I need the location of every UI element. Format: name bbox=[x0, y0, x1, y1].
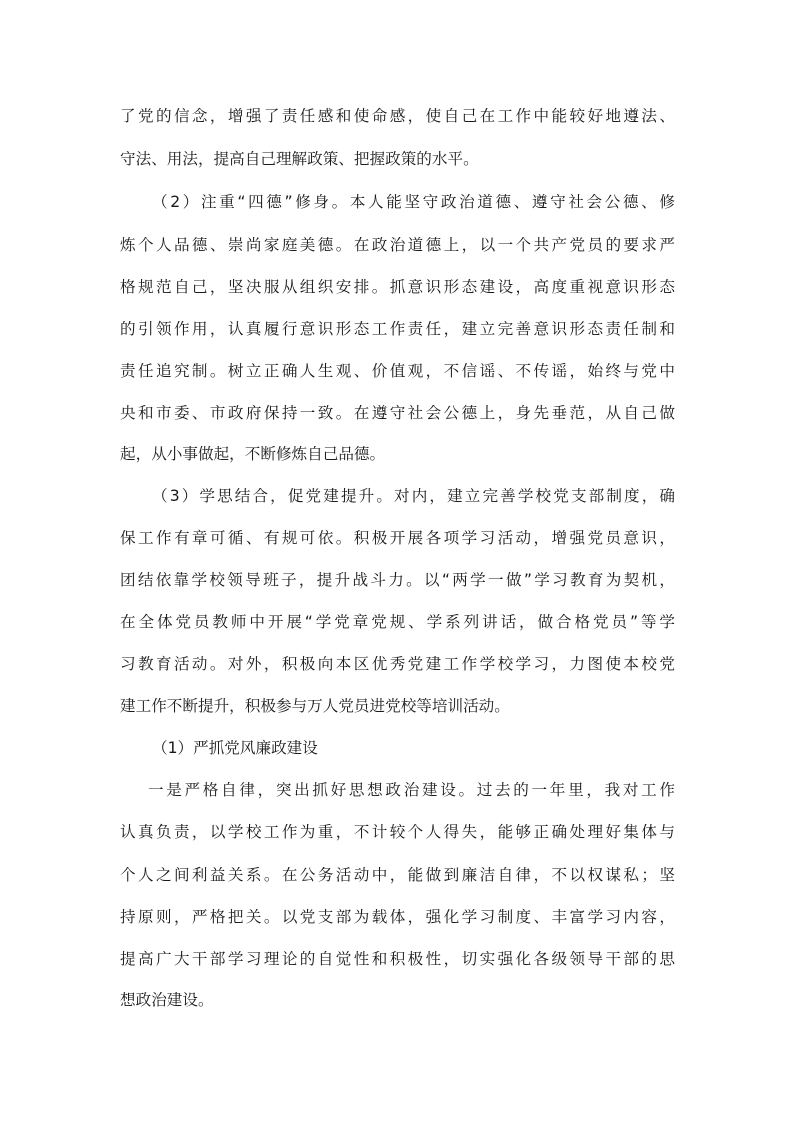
section-heading: （1）严抓党风廉政建设 bbox=[152, 739, 318, 757]
text-line: 提高广大干部学习理论的自觉性和积极性，切实强化各级领导干部的思 bbox=[120, 950, 675, 968]
text-line: 责任追究制。树立正确人生观、价值观，不信谣、不传谣，始终与党中 bbox=[120, 362, 675, 380]
text-line: 团结依靠学校领导班子，提升战斗力。以“两学一做”学习教育为契机， bbox=[120, 571, 675, 589]
paragraph-start-line: 一是严格自律，突出抓好思想政治建设。过去的一年里，我对工作 bbox=[148, 781, 675, 799]
text-line: 个人之间利益关系。在公务活动中，能做到廉洁自律，不以权谋私；坚 bbox=[120, 866, 675, 884]
text-line: 的引领作用，认真履行意识形态工作责任，建立完善意识形态责任制和 bbox=[120, 320, 675, 338]
text-line: 持原则，严格把关。以党支部为载体，强化学习制度、丰富学习内容， bbox=[120, 908, 675, 926]
text-line: 守法、用法，提高自己理解政策、把握政策的水平。 bbox=[120, 150, 479, 168]
paragraph-start-line: （3）学思结合，促党建提升。对内，建立完善学校党支部制度，确 bbox=[152, 487, 675, 505]
text-line: 想政治建设。 bbox=[120, 991, 214, 1009]
text-line: 炼个人品德、崇尚家庭美德。在政治道德上，以一个共产党员的要求严 bbox=[120, 236, 675, 254]
text-line: 建工作不断提升，积极参与万人党员进党校等培训活动。 bbox=[120, 697, 510, 715]
text-line: 保工作有章可循、有规可依。积极开展各项学习活动，增强党员意识， bbox=[120, 529, 675, 547]
text-line: 央和市委、市政府保持一致。在遵守社会公德上，身先垂范，从自己做 bbox=[120, 404, 675, 422]
text-line: 格规范自己，坚决服从组织安排。抓意识形态建设，高度重视意识形态 bbox=[120, 278, 675, 296]
text-line: 起，从小事做起，不断修炼自己品德。 bbox=[120, 445, 386, 463]
text-line: 习教育活动。对外，积极向本区优秀党建工作学校学习，力图使本校党 bbox=[120, 655, 675, 673]
text-line: 在全体党员教师中开展“学党章党规、学系列讲话，做合格党员”等学 bbox=[120, 613, 675, 631]
text-line: 了党的信念，增强了责任感和使命感，使自己在工作中能较好地遵法、 bbox=[120, 107, 675, 125]
paragraph-start-line: （2）注重“四德”修身。本人能坚守政治道德、遵守社会公德、修 bbox=[152, 193, 675, 211]
text-line: 认真负责，以学校工作为重，不计较个人得失，能够正确处理好集体与 bbox=[120, 823, 675, 841]
